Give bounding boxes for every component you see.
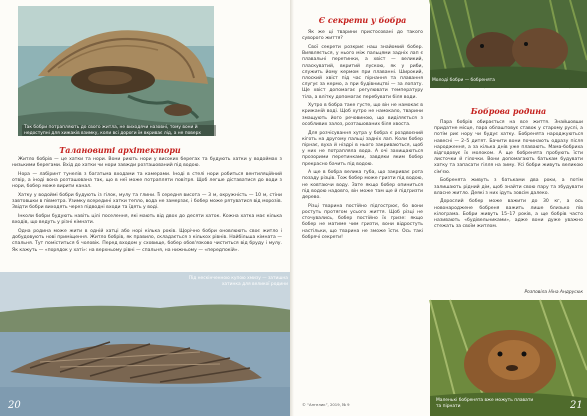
- family-column: [430, 0, 587, 416]
- paragraph: Свої секрети розкриє наш знайомий бобер. Виявляється, у нього між пальцями задніх лап є плавальні перетинки, а хвіст — великий, пласкуватий, вкритий лускою, як у риби, служить йому кермом при плаванні. Широкий, плоский хвіст під час пірнання та плавання слугує за кермо, а при будівництві — за лопату. Ще хвіст допомагає регулювати температуру тіла, а влітку допомагає перебувати біля води.: [302, 44, 423, 100]
- page-number-left: 20: [8, 400, 21, 411]
- lodge-caption: Так бобри потрапляють до свого житла, не виходячи назовні, тому вони й недоступні для хижаків взимку, коли всі дороги їм вкриває лід, а не поверх криги.: [22, 125, 216, 136]
- left-page: [0, 0, 292, 416]
- author-credit: Розповіла Ніна Андрусюк: [524, 290, 583, 295]
- section-heading-secrets: Є секрети у бобра: [318, 15, 407, 25]
- section-heading-family: Боброва родина: [470, 106, 547, 116]
- paragraph: Житло бобрів — це хатки та нори. Вони риють нори у високих берегах та будують хатки у водоймах з низькими берегами. Вхід до хатки чи нори завжди розташований під водою.: [12, 157, 282, 169]
- architects-text: [12, 157, 282, 269]
- paragraph: Як же ці тварини пристосовані до такого суворого життя?: [302, 30, 423, 42]
- footer-copyright: © “Ангелик”, 2019, № 9: [302, 402, 350, 407]
- family-text: [434, 120, 583, 286]
- baby-beavers-photo: [430, 0, 587, 88]
- paragraph: Одна родина може жити в одній хатці або норі кілька років. Щорічно бобри оновлюють своє житло і добудовують нові приміщення. Житло бобрів, як правило, складається з кількох рівнів. Найбільша кімната — спальня. Тут поміститься 6 чоловік. Перед входом у сховище, бобер обов'язково чиститься від бруду і мулу. Як кажуть — «порядок у хаті»: на верхньому рівні — спальня, на нижньому — «передпокій».: [12, 229, 282, 253]
- section-heading-architects: Талановиті архітектори: [59, 145, 181, 155]
- paragraph: Дорослий бобер може важити до 30 кг, а ось новонароджене бобреня важить лише близько пів кілограма. Бобри живуть 15–17 років, а ще бобрів часто називають «будівельниками», адже вони дуже уважно стежать за своїм житлом.: [434, 199, 583, 230]
- paragraph: А ще в бобра велика губа, що закриває рота позаду різців. Тож бобер може гризти під водою, не ковтаючи воду. Зате якщо бобер опиниться під водою надовго, він може там ще й підгризти дерево.: [302, 170, 423, 201]
- beaver-lodge-illustration: [18, 6, 214, 136]
- paragraph: Для розчісування хутра у бобра є роздвоєний кіготь на другому пальці задніх лап. Коли бобер пірнає, вуха й ніздрі в нього закриваються, щоб у них не потрапляла вода. А очі захищаються прозорими перетинками, завдяки яким бобер прекрасно бачить під водою.: [302, 130, 423, 167]
- page-number-right: 21: [570, 400, 583, 411]
- paragraph: Різці тварина постійно підгострює, бо вони ростуть протягом усього життя. Щоб різці не сточувались, бобер постійно їх гризе: якщо бобер не матиме чим гризти, вони відростуть настільки, що тварина не зможе їсти. Ось такі бобрячі секрети!: [302, 203, 423, 240]
- paragraph: Нора — лабіринт тунелів з багатьма входами та камерами. Іноді в стелі нори робиться вентиляційний отвір, а іноді вона розташована так, що в неї може потрапляти повітря. Щоб легше діставатися до води з нори, бобер може вирити канал.: [12, 171, 282, 190]
- paragraph: Пара бобрів обирається на все життя. Знайшовши придатне місце, пара облаштовує ставок у старому руслі, а потім риє нору чи будує хатку. Бобренята народжуються навесні — 2–5 дитят. Бачити вони починають одразу після народження, а за кілька днів уже плавають. Мама-бобриха відгодовує їх молоком. А ще бобренята пробують їсти листочки й гілочки. Вони допомагають батькам будувати хатку та запасати гілля на зиму. Усі бобри живуть великою сім'єю.: [434, 120, 583, 175]
- secrets-text: [302, 30, 423, 396]
- secrets-column: [300, 0, 425, 416]
- paragraph: Хатку у водоймі бобри будують із гілок, мулу та глини. Її середня висота — 3 м, окружність — 10 м, стіни завтовшки в півметра. Узимку всередині хатки тепло, вода не замерзає, і бобер може рятуватися від морозів. Звідти бобри виходять через підводні входи та їдять у воді.: [12, 193, 282, 211]
- paragraph: Хутро в бобра таке густе, що він не намокає в крижаній воді. Щоб хутро не намокало, тварини змащують його речовиною, що виділяється з особливих залоз, розташованих біля хвоста.: [302, 103, 423, 127]
- baby-beavers-caption: Молоді бобри — бобренята: [432, 78, 495, 83]
- paragraph: Бобренята живуть з батьками два роки, а потім залишають рідний дім, щоб знайти свою пару та збудувати власне житло. Деякі з них ідуть зовсім далеко.: [434, 178, 583, 196]
- beaver-photo-caption: Маленькі бобренята вже можуть плавати та пірнати: [436, 398, 534, 409]
- spine: [290, 0, 294, 416]
- beaver-dam-photo: [0, 272, 292, 416]
- dam-caption: Під нескінченною купою хмизу — затишна хатинка для великої родини: [188, 276, 288, 287]
- paragraph: Інколи бобри будують навіть цілі поселення, які мають від двох до десяти хаток. Кожна хатка має кілька входів, що ведуть у різні кімнати.: [12, 214, 282, 226]
